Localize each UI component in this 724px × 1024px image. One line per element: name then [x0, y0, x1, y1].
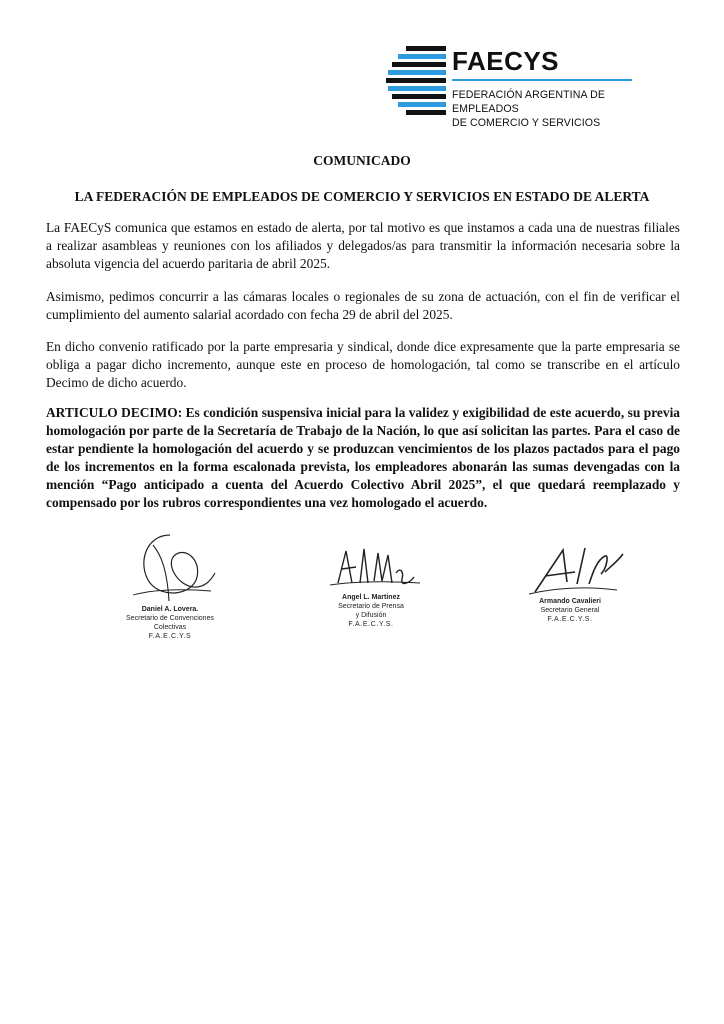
signer-org: F.A.E.C.Y.S [148, 633, 192, 640]
faecys-logo-mark-icon [386, 44, 450, 120]
signer-role-line2: Colectivas [153, 624, 187, 631]
document-title: COMUNICADO [313, 153, 411, 168]
document-subtitle: LA FEDERACIÓN DE EMPLEADOS DE COMERCIO Y SERVICIOS EN ESTADO DE ALERTA [74, 189, 650, 204]
signer-name: Daniel A. Lovera. [141, 606, 199, 613]
handwritten-signature-cavalieri [505, 542, 635, 597]
faecys-logo [386, 44, 646, 129]
paragraph-article-decimo: ARTICULO DECIMO: Es condición suspensiva inicial para la validez y exigibilidad de este acuerdo, su previa homologación por parte de la Secretaría de Trabajo de la Nación, lo que así solicitan las partes. Para el caso de estar pendiente la homologación del acuerdo y se produzcan vencimientos de los plazos pactados para el pago de los incrementos en la forma escalonada prevista, los empleadores abonarán las sumas devengadas con la mención “Pago anticipado a cuenta del Acuerdo Colectivo Abril 2025”, el que quedará reemplazado y compensado por los rubros correspondientes una vez homologado el acuerdo. [46, 405, 680, 510]
signer-name: Armando Cavalieri [539, 598, 601, 605]
signer-role-line2: y Difusión [355, 612, 387, 619]
signature-block-lovera [100, 525, 240, 641]
signer-org: F.A.E.C.Y.S. [348, 621, 394, 628]
signature-block-cavalieri [500, 542, 640, 624]
signer-name: Angel L. Martinez [342, 594, 400, 601]
logo-fullname-line1: FEDERACIÓN ARGENTINA DE EMPLEADOS [452, 89, 605, 115]
logo-fullname-line2: DE COMERCIO Y SERVICIOS [452, 117, 601, 129]
logo-acronym: FAECYS [452, 46, 560, 76]
logo-divider [452, 79, 632, 81]
handwritten-signature-lovera [115, 525, 225, 605]
paragraph-chambers: Asimismo, pedimos concurrir a las cámaras locales o regionales de su zona de actuación, con el fin de verificar el cumplimiento del aumento salarial acordado con fecha 29 de abril del 2025. [46, 289, 680, 322]
paragraph-agreement: En dicho convenio ratificado por la parte empresaria y sindical, donde dice expresamente que la parte empresaria se obliga a pagar dicho incremento, aunque este en proceso de homologación, tal como se transcribe en el artículo Decimo de dicho acuerdo. [46, 339, 680, 390]
signer-role-line1: Secretario General [540, 607, 600, 614]
signer-role-line1: Secretario de Convenciones [126, 615, 214, 622]
paragraph-alert: La FAECyS comunica que estamos en estado de alerta, por tal motivo es que instamos a cada una de nuestras filiales a realizar asambleas y reuniones con los afiliados y delegados/as para transmitir la información necesaria sobre la absoluta vigencia del acuerdo paritaria de abril 2025. [46, 220, 680, 271]
handwritten-signature-martinez [316, 543, 426, 593]
signer-org: F.A.E.C.Y.S. [547, 616, 593, 623]
signature-block-martinez [316, 543, 426, 629]
logo-fullname [452, 88, 652, 130]
signer-role-line1: Secretario de Prensa [338, 603, 404, 610]
